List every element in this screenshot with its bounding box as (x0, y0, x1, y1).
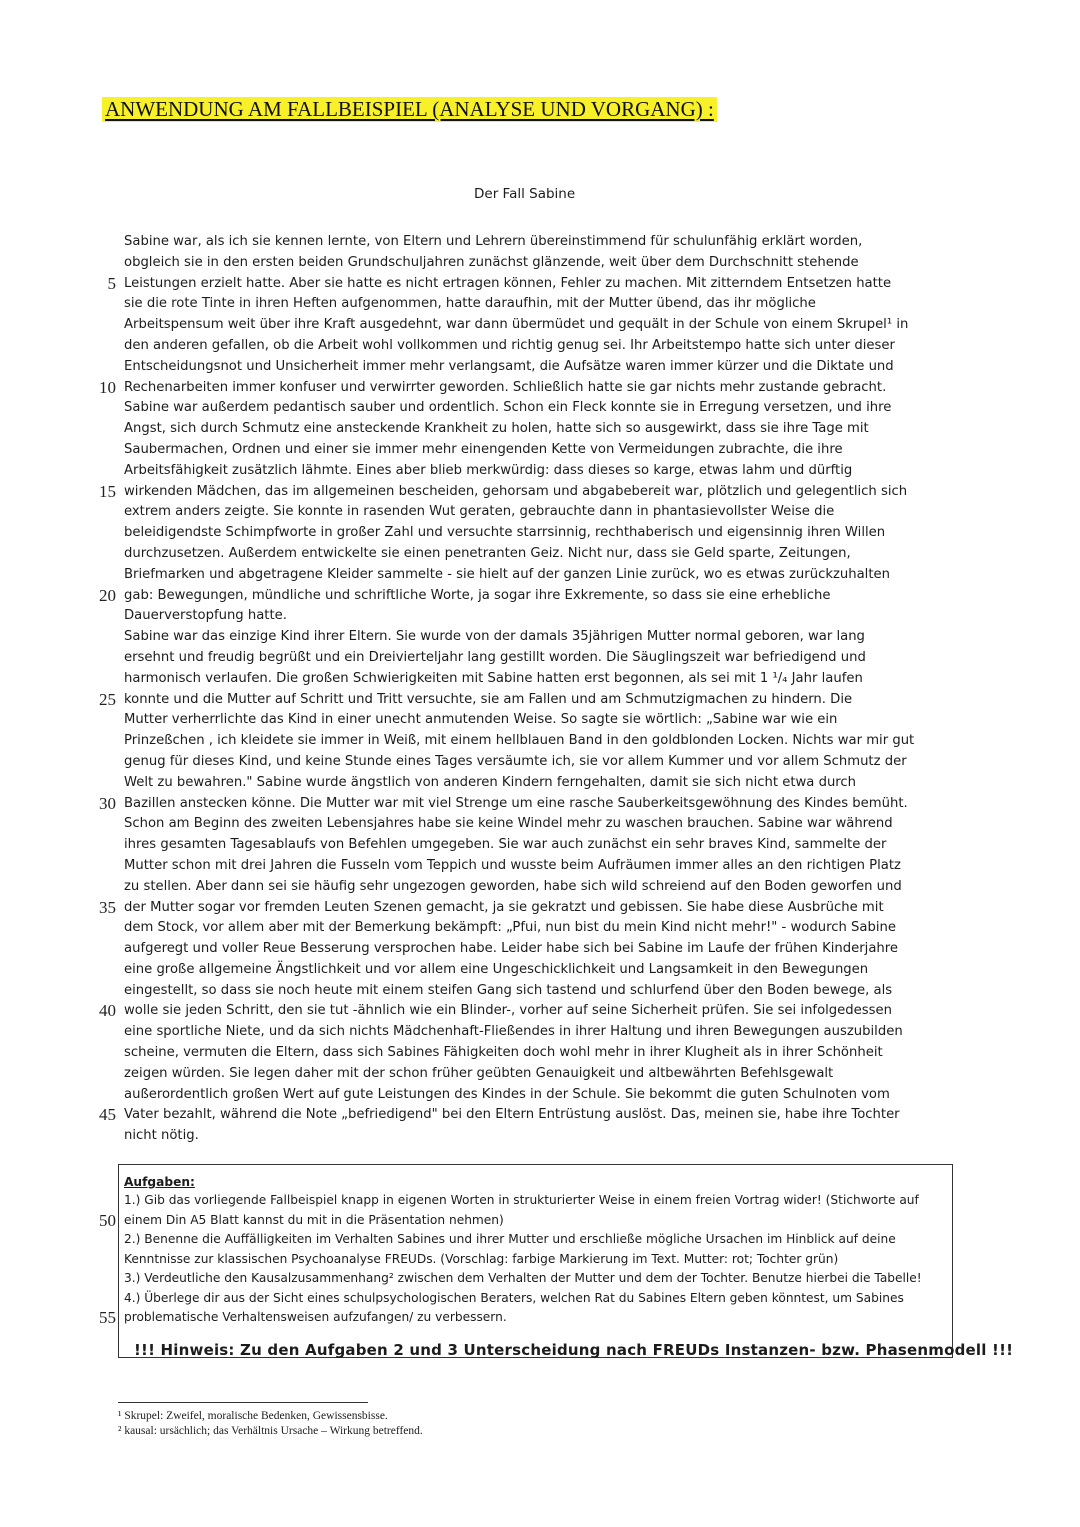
footnote-2: ² kausal: ursächlich; das Verhältnis Ursache – Wirkung betreffend. (118, 1425, 423, 1437)
task-line (0, 1211, 1080, 1230)
text-line (0, 461, 1080, 482)
line-text: eine große allgemeine Ängstlichkeit und vor allem eine Ungeschicklichkeit und Langsamkeit in den Bewegungen (124, 961, 869, 977)
text-line (0, 482, 1080, 503)
text-line (0, 960, 1080, 981)
hint-text: !!! Hinweis: Zu den Aufgaben 2 und 3 Unterscheidung nach FREUDs Instanzen- bzw. Phasenmodell !!! (134, 1341, 1014, 1359)
text-line (0, 752, 1080, 773)
text-line (0, 606, 1080, 627)
line-text: scheine, vermuten die Eltern, dass sich Sabines Fähigkeiten doch wohl mehr in ihrer Klugheit als in ihrer Schönheit (124, 1045, 883, 1061)
text-line (0, 669, 1080, 690)
line-text: Mutter schon mit drei Jahren die Fusseln vom Teppich und wusste beim Aufräumen immer alles an den richtigen Platz (124, 857, 901, 873)
case-title: Der Fall Sabine (474, 186, 576, 202)
line-number: 35 (99, 897, 116, 917)
line-text: zeigen würden. Sie legen daher mit der schon früher geübten Genauigkeit und altbewährten Befehlsgewalt (124, 1065, 834, 1081)
text-line (0, 773, 1080, 794)
text-line (0, 877, 1080, 898)
text-line (0, 648, 1080, 669)
text-line (0, 710, 1080, 731)
text-line (0, 794, 1080, 815)
line-text: Sabine war außerdem pedantisch sauber und ordentlich. Schon ein Fleck konnte sie in Erregung versetzen, und ihre (124, 400, 892, 416)
line-text: obgleich sie in den ersten beiden Grundschuljahren zunächst glänzende, weit über dem Durchschnitt stehende (124, 254, 859, 270)
line-text: eingestellt, so dass sie noch heute mit einem steifen Gang sich tastend und schlurfend über den Boden bewege, als (124, 982, 893, 998)
text-line (0, 1001, 1080, 1022)
line-number: 40 (99, 1001, 116, 1021)
text-line (0, 294, 1080, 315)
line-text: beleidigendste Schimpfworte in großer Zahl und versuchte starrsinnig, rechthaberisch und eigensinnig ihren Willen (124, 525, 886, 541)
line-text: dem Stock, vor allem aber mit der Bemerkung bekämpft: „Pfui, nun bist du mein Kind nicht mehr!" - wodurch Sabine (124, 920, 896, 936)
text-line (0, 336, 1080, 357)
text-line (0, 232, 1080, 253)
line-text: zu stellen. Aber dann sei sie häufig sehr ungezogen geworden, habe sich wild schreiend auf den Boden geworfen und (124, 878, 902, 894)
text-line (0, 440, 1080, 461)
text-line (0, 939, 1080, 960)
line-text: Briefmarken und abgetragene Kleider sammelte - sie hielt auf der ganzen Linie zurück, wo es etwas zurückzuhalten (124, 566, 890, 582)
text-line (0, 544, 1080, 565)
task-line (0, 1289, 1080, 1308)
line-text: den anderen gefallen, ob die Arbeit wohl vollkommen und richtig genug sei. Ihr Arbeitstempo hatte sich unter dieser (124, 337, 895, 353)
text-line (0, 398, 1080, 419)
line-number: 20 (99, 585, 116, 605)
text-line (0, 586, 1080, 607)
text-line (0, 523, 1080, 544)
line-text: Welt zu bewahren." Sabine wurde ängstlich von anderen Kindern ferngehalten, damit sie sich nicht etwa durch (124, 774, 857, 790)
line-text: ersehnt und freudig begrüßt und ein Dreivierteljahr lang gestillt worden. Die Säuglingszeit war befriedigend und (124, 649, 866, 665)
line-text: harmonisch verlaufen. Die großen Schwierigkeiten mit Sabine hatten erst begonnen, als sei mit 1 ¹/₄ Jahr laufen (124, 670, 863, 686)
text-line (0, 1043, 1080, 1064)
line-text: genug für dieses Kind, und keine Stunde eines Tages versäumte ich, sie vor allem Kummer und vor allem Schmutz der (124, 753, 907, 769)
text-line (0, 274, 1080, 295)
line-text: Vater bezahlt, während die Note „befriedigend" bei den Eltern Entrüstung auslöst. Das, meinen sie, habe ihre Tochter (124, 1107, 900, 1123)
task-line (0, 1308, 1080, 1327)
text-line (0, 1085, 1080, 1106)
line-number: 50 (99, 1210, 116, 1230)
line-number: 15 (99, 481, 116, 501)
line-number: 25 (99, 689, 116, 709)
text-line (0, 419, 1080, 440)
task-text: 1.) Gib das vorliegende Fallbeispiel knapp in eigenen Worten in strukturierter Weise in einem freien Vortrag wider! (Stichworte auf (124, 1193, 919, 1207)
line-text: gab: Bewegungen, mündliche und schriftliche Worte, ja sogar ihre Exkremente, so dass sie eine erhebliche (124, 587, 831, 603)
line-text: Rechenarbeiten immer konfuser und verwirrter geworden. Schließlich hatte sie gar nichts mehr zustande gebracht. (124, 379, 887, 395)
line-number: 5 (107, 273, 116, 293)
line-text: wirkenden Mädchen, das im allgemeinen bescheiden, gehorsam und abgabebereit war, plötzlich und gelegentlich sich (124, 483, 908, 499)
line-text: außerordentlich großen Wert auf gute Leistungen des Kindes in der Schule. Sie bekommt die guten Schulnoten vom (124, 1086, 890, 1102)
text-line (0, 378, 1080, 399)
task-text: 2.) Benenne die Auffälligkeiten im Verhalten Sabines und ihrer Mutter und erschließe mögliche Ursachen im Hinblick auf deine (124, 1232, 896, 1246)
footnote-divider (118, 1402, 368, 1403)
text-line (0, 981, 1080, 1002)
text-line (0, 835, 1080, 856)
task-text: einem Din A5 Blatt kannst du mit in die Präsentation nehmen) (124, 1212, 504, 1227)
text-line (0, 690, 1080, 711)
line-text: nicht nötig. (124, 1128, 199, 1144)
line-number: 45 (99, 1105, 116, 1125)
line-text: konnte und die Mutter auf Schritt und Tritt versuchte, sie am Fallen und am Schmutzigmachen zu hindern. Die (124, 691, 853, 707)
line-text: Schon am Beginn des zweiten Lebensjahres habe sie keine Windel mehr zu waschen brauchen. Sabine war während (124, 816, 893, 832)
task-text: 4.) Überlege dir aus der Sicht eines schulpsychologischen Beraters, welchen Rat du Sabines Eltern geben könntest, um Sabines (124, 1290, 904, 1305)
line-text: Prinzeßchen , ich kleidete sie immer in Weiß, mit einem hellblauen Band in den goldblonden Locken. Nichts war mir gut (124, 733, 915, 749)
line-text: der Mutter sogar vor fremden Leuten Szenen gemacht, ja sie gekratzt und gebissen. Sie habe diese Ausbrüche mit (124, 899, 884, 915)
line-text: Dauerverstopfung hatte. (124, 608, 287, 624)
line-number: 30 (99, 793, 116, 813)
case-text (0, 232, 1080, 1147)
line-text: ihres gesamten Tagesablaufs von Befehlen umgegeben. Sie war auch zunächst ein sehr braves Kind, sammelte der (124, 837, 887, 853)
text-line (0, 315, 1080, 336)
text-line (0, 856, 1080, 877)
line-text: Entscheidungsnot und Unsicherheit immer mehr verlangsamt, die Aufsätze waren immer kürzer und die Diktate und (124, 358, 894, 374)
line-text: extrem anders zeigte. Sie konnte in rasenden Wut geraten, gebrauchte dann in phantasievollster Weise die (124, 504, 835, 520)
line-text: Bazillen anstecken könne. Die Mutter war mit viel Strenge um eine rasche Sauberkeitsgewöhnung des Kindes bemüht. (124, 795, 908, 811)
tasks-heading-label: Aufgaben: (124, 1175, 195, 1189)
task-text: 3.) Verdeutliche den Kausalzusammenhang² zwischen dem Verhalten der Mutter und dem der Tochter. Benutze hierbei die Tabelle! (124, 1271, 922, 1285)
text-line (0, 898, 1080, 919)
text-line (0, 1126, 1080, 1147)
line-text: sie die rote Tinte in ihren Heften aufgenommen, hatte daraufhin, mit der Mutter übend, das ihr mögliche (124, 296, 816, 312)
line-text: Sabine war, als ich sie kennen lernte, von Eltern und Lehrern übereinstimmend für schulunfähig erklärt worden, (124, 234, 863, 249)
task-line (0, 1269, 1080, 1288)
text-line (0, 253, 1080, 274)
line-number: 55 (99, 1308, 116, 1327)
line-text: eine sportliche Niete, und da sich nichts Mädchenhaft-Fließendes in ihrer Haltung und ihren Bewegungen auszubilden (124, 1024, 903, 1040)
line-text: Leistungen erzielt hatte. Aber sie hatte es nicht ertragen können, Fehler zu machen. Mit zitterndem Entsetzen hatte (124, 275, 892, 291)
text-line (0, 1105, 1080, 1126)
task-text: problematische Verhaltensweisen aufzufangen/ zu verbessern. (124, 1310, 507, 1324)
line-text: Arbeitsfähigkeit zusätzlich lähmte. Eines aber blieb merkwürdig: dass dieses so karge, etwas lahm und dürftig (124, 462, 853, 478)
footnote-1: ¹ Skrupel: Zweifel, moralische Bedenken, Gewissensbisse. (118, 1410, 388, 1422)
line-text: Sabine war das einzige Kind ihrer Eltern. Sie wurde von der damals 35jährigen Mutter normal geboren, war lang (124, 629, 865, 645)
text-line (0, 731, 1080, 752)
text-line (0, 918, 1080, 939)
text-line (0, 1022, 1080, 1043)
line-text: Saubermachen, Ordnen und einer sie immer mehr einengenden Kette von Vermeidungen zubrachte, die ihre (124, 441, 843, 457)
task-text: Kenntnisse zur klassischen Psychoanalyse FREUDs. (Vorschlag: farbige Markierung im Text. Mutter: rot; Tochter grün) (124, 1251, 839, 1266)
text-line (0, 502, 1080, 523)
text-line (0, 565, 1080, 586)
text-line (0, 627, 1080, 648)
text-line (0, 1064, 1080, 1085)
task-line (0, 1191, 1080, 1210)
line-text: Arbeitspensum weit über ihre Kraft ausgedehnt, war dann übermüdet und gequält in der Schule von einem Skrupel¹ in (124, 317, 909, 333)
task-line (0, 1230, 1080, 1249)
task-line (0, 1250, 1080, 1269)
line-text: aufgeregt und voller Reue Besserung versprochen habe. Leider habe sich bei Sabine im Laufe der frühen Kinderjahre (124, 941, 899, 957)
page-heading: ANWENDUNG AM FALLBEISPIEL (ANALYSE UND VORGANG) : (102, 97, 717, 122)
line-text: wolle sie jeden Schritt, den sie tut -ähnlich wie ein Blinder-, vorher auf seine Sicherheit prüfen. Sie sei infolgedessen (124, 1003, 892, 1019)
text-line (0, 357, 1080, 378)
line-text: Mutter verherrlichte das Kind in einer unecht anmutenden Weise. So sagte sie wörtlich: „Sabine war wie ein (124, 712, 838, 728)
line-text: durchzusetzen. Außerdem entwickelte sie einen penetranten Geiz. Nicht nur, dass sie Geld sparte, Zeitungen, (124, 545, 851, 561)
tasks-heading (0, 1173, 1080, 1192)
text-line (0, 814, 1080, 835)
line-number: 10 (99, 377, 116, 397)
line-text: Angst, sich durch Schmutz eine ansteckende Krankheit zu holen, hatte sich so ausgewirkt, dass sie ihre Tage mit (124, 421, 869, 437)
